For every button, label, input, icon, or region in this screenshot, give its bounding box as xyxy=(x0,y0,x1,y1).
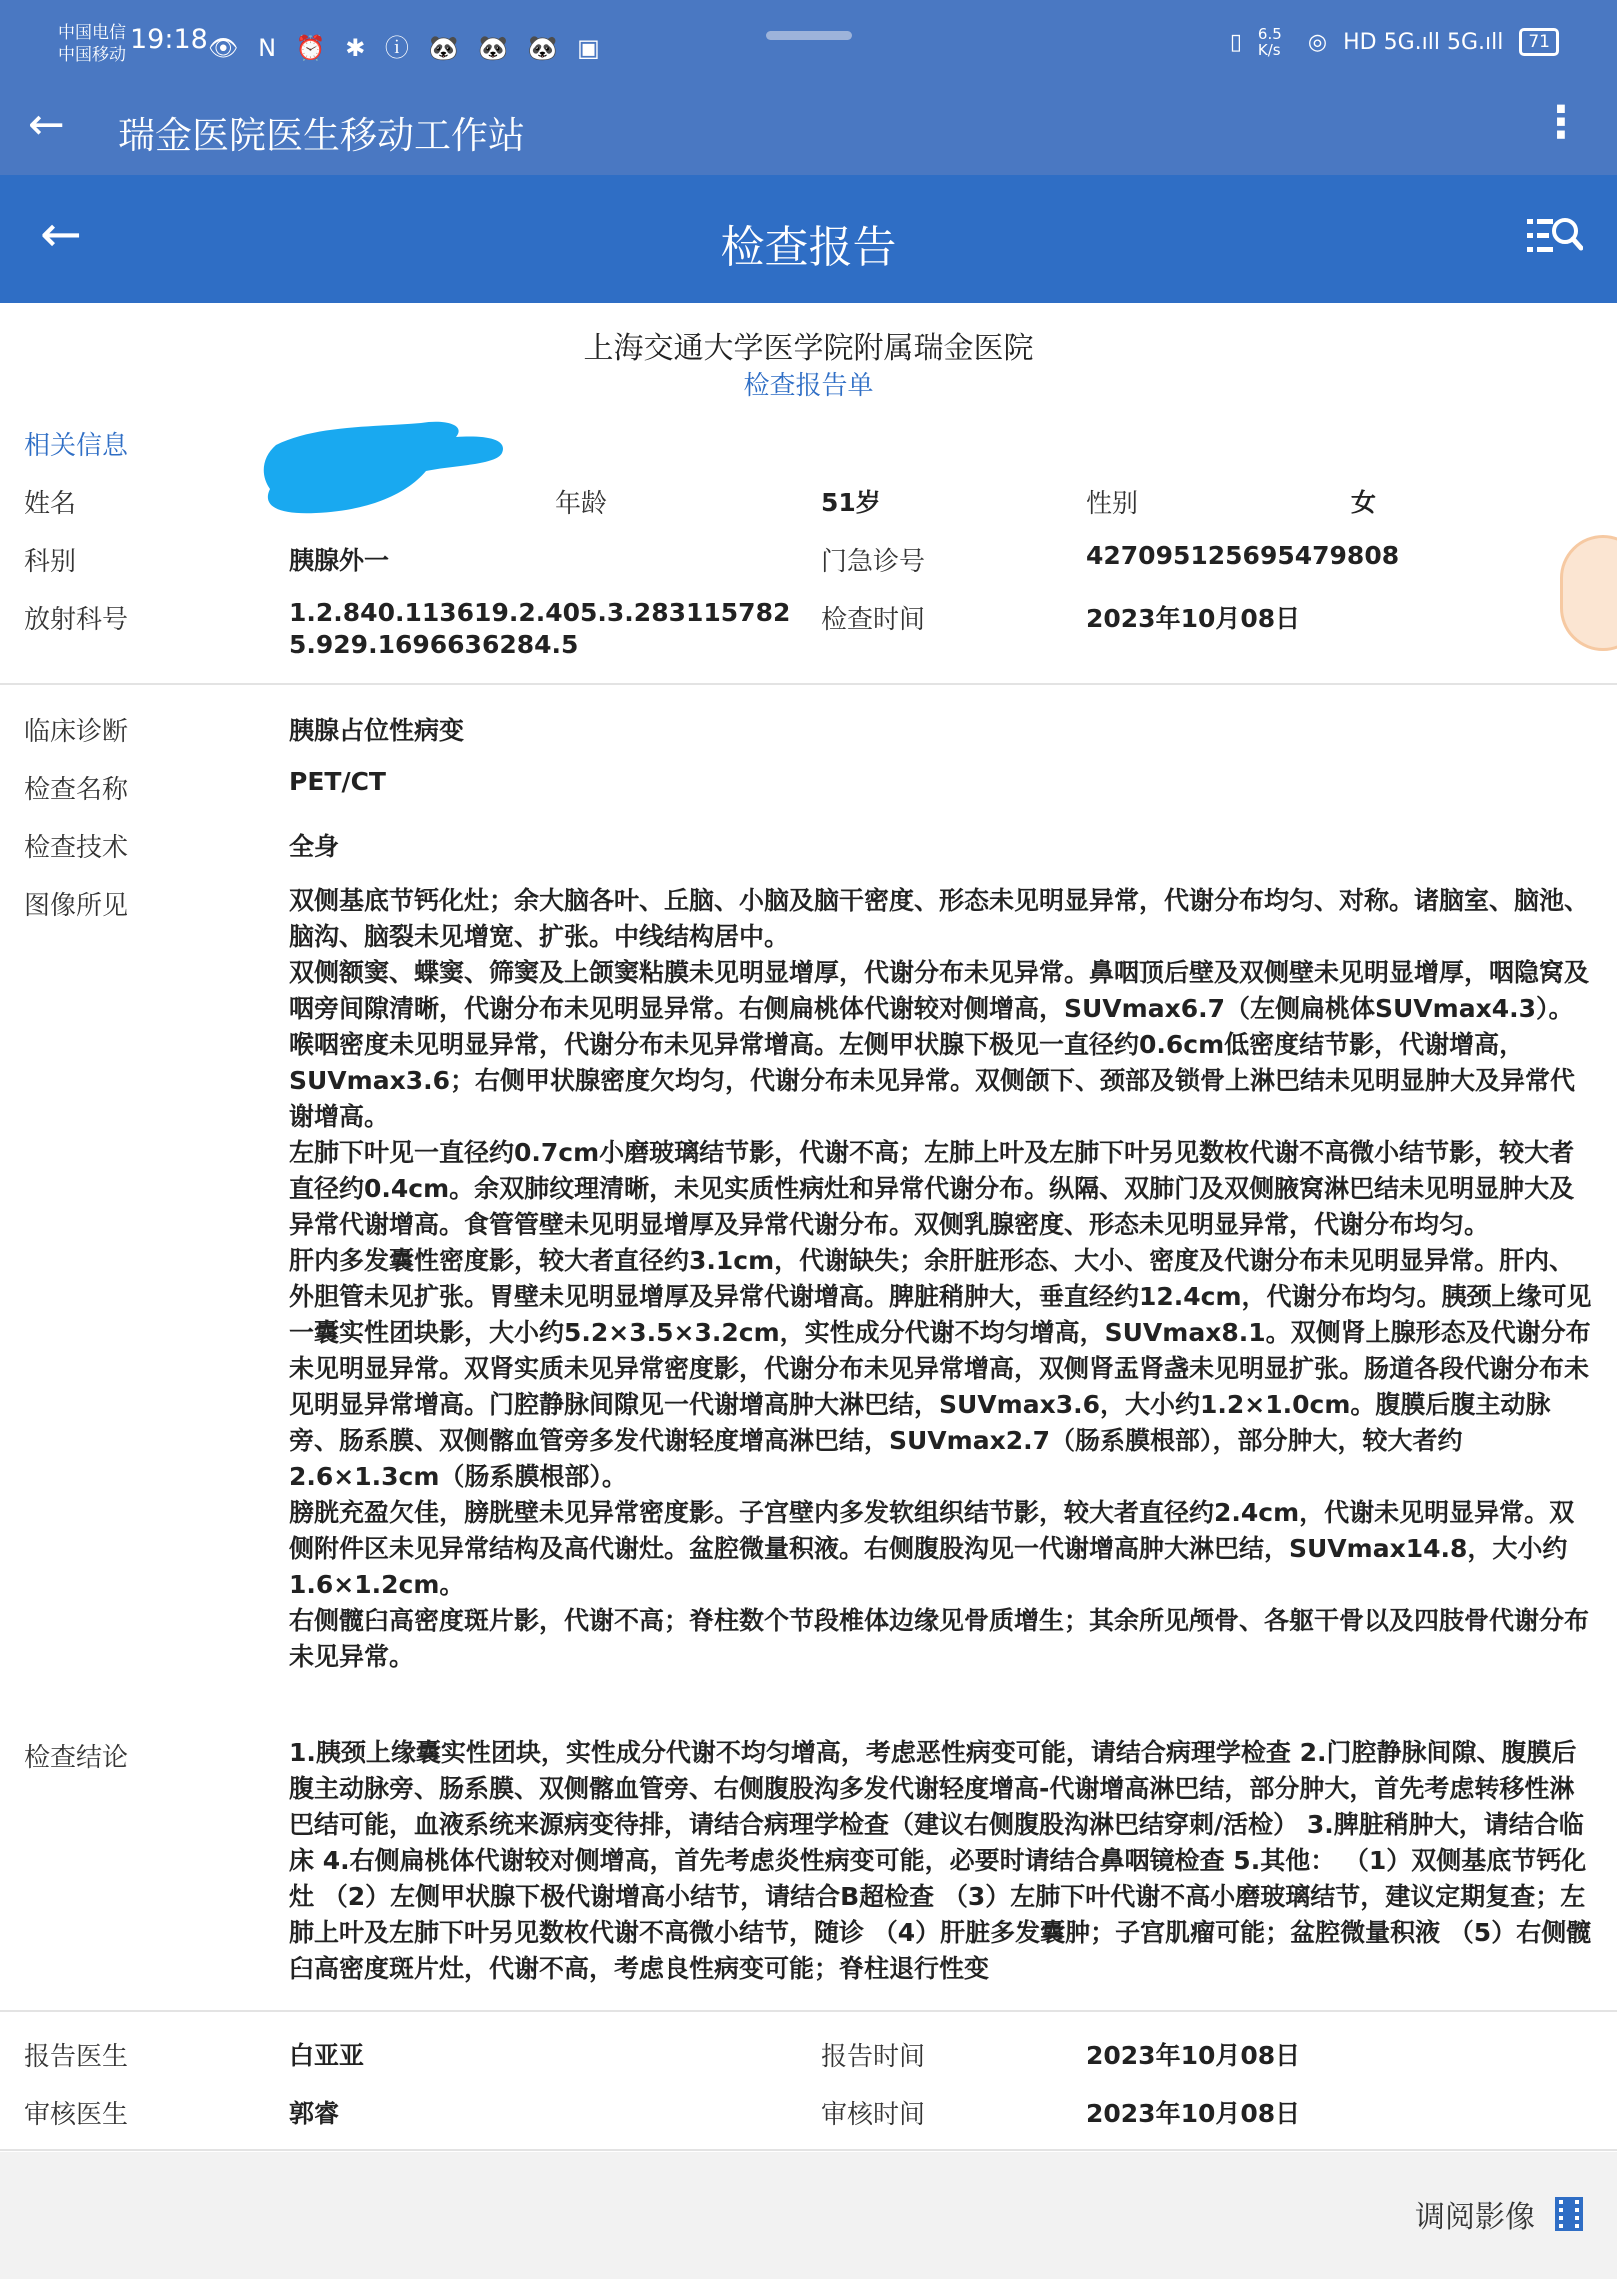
floating-mail-button[interactable] xyxy=(1560,535,1617,651)
carrier-info xyxy=(58,22,126,66)
exam-time-label: 检查时间 xyxy=(821,605,926,635)
findings-paragraph: 左肺下叶见一直径约0.7cm小磨玻璃结节影，代谢不高；左肺上叶及左肺下叶另见数枚代谢不高微小结节影，较大者直径约0.4cm。余双肺纹理清晰，未见实质性病灶和异常代谢分布。纵隔、双肺门及双侧腋窝淋巴结未见明显肿大及异常代谢增高。食管管壁未见明显增厚及异常代谢分布。双侧乳腺密度、形态未见明显异常，代谢分布均匀。 xyxy=(289,1138,1575,1239)
dept-label: 科别 xyxy=(24,547,77,577)
report-doctor-value: 白亚亚 xyxy=(289,2041,365,2070)
diagnosis-label: 临床诊断 xyxy=(24,717,129,747)
page-title: 检查报告 xyxy=(720,222,897,273)
arrow-left-icon[interactable]: ← xyxy=(40,205,82,263)
radiology-no-value: 1.2.840.113619.2.405.3.2831157825.929.1696636284.5 xyxy=(289,598,791,659)
related-info-heading: 相关信息 xyxy=(24,431,129,461)
clinic-no-value: 427095125695479808 xyxy=(1086,541,1400,570)
clock: 19:18 xyxy=(130,24,208,55)
divider xyxy=(0,2149,1617,2151)
divider xyxy=(0,683,1617,685)
arrow-left-icon[interactable]: ← xyxy=(28,99,65,150)
carrier-2: 中国移动 xyxy=(58,45,126,65)
review-time-label: 审核时间 xyxy=(821,2100,926,2130)
film-icon xyxy=(1555,2197,1583,2231)
window-handle[interactable] xyxy=(766,31,852,40)
findings-paragraph: 膀胱充盈欠佳，膀胱壁未见异常密度影。子宫壁内多发软组织结节影，较大者直径约2.4cm，代谢未见明显异常。双侧附件区未见异常结构及高代谢灶。盆腔微量积液。右侧腹股沟见一代谢增高肿大淋巴结，SUVmax14.8，大小约1.6×1.2cm。 xyxy=(289,1498,1575,1599)
diagnosis-value: 胰腺占位性病变 xyxy=(289,716,465,745)
bottom-bar xyxy=(0,2152,1617,2279)
app-title: 瑞金医院医生移动工作站 xyxy=(118,114,525,157)
view-images-button[interactable] xyxy=(1415,2192,1583,2236)
battery-icon: 71 xyxy=(1519,28,1559,56)
review-time-value: 2023年10月08日 xyxy=(1086,2099,1301,2128)
exam-name-label: 检查名称 xyxy=(24,775,129,805)
gender-value: 女 xyxy=(1351,488,1377,517)
app-bar xyxy=(0,85,1617,175)
carrier-1: 中国电信 xyxy=(58,23,126,43)
technique-value: 全身 xyxy=(289,832,340,861)
dept-value: 胰腺外一 xyxy=(289,546,390,575)
findings-text xyxy=(289,883,1594,1675)
status-right xyxy=(1230,26,1559,58)
more-vert-icon[interactable]: ⋮ xyxy=(1539,97,1583,148)
findings-paragraph: 双侧额窦、蝶窦、筛窦及上颌窦粘膜未见明显增厚，代谢分布未见异常。鼻咽顶后壁及双侧壁未见明显增厚，咽隐窝及咽旁间隙清晰，代谢分布未见明显异常。右侧扁桃体代谢较对侧增高，SUVmax6.7（左侧扁桃体SUVmax4.3）。喉咽密度未见明显异常，代谢分布未见异常增高。左侧甲状腺下极见一直径约0.6cm低密度结节影，代谢增高，SUVmax3.6；右侧甲状腺密度欠均匀，代谢分布未见异常。双侧颌下、颈部及锁骨上淋巴结未见明显肿大及异常代谢增高。 xyxy=(289,958,1590,1131)
hospital-name: 上海交通大学医学院附属瑞金医院 xyxy=(583,331,1034,366)
view-images-label: 调阅影像 xyxy=(1415,2200,1535,2235)
report-doctor-label: 报告医生 xyxy=(24,2042,129,2072)
exam-name-value: PET/CT xyxy=(289,767,386,796)
divider xyxy=(0,2010,1617,2012)
review-doctor-value: 郭睿 xyxy=(289,2099,340,2128)
technique-label: 检查技术 xyxy=(24,833,129,863)
report-time-label: 报告时间 xyxy=(821,2042,926,2072)
clinic-no-label: 门急诊号 xyxy=(821,547,926,577)
conclusion-text: 1.胰颈上缘囊实性团块，实性成分代谢不均匀增高，考虑恶性病变可能，请结合病理学检查 2.门腔静脉间隙、腹膜后腹主动脉旁、肠系膜、双侧髂血管旁、右侧腹股沟多发代谢轻度增高-代谢增高淋巴结，部分肿大，首先考虑转移性淋巴结可能，血液系统来源病变待排，请结合病理学检查（建议右侧腹股沟淋巴结穿刺/活检） 3.脾脏稍肿大，请结合临床 4.右侧扁桃体代谢较对侧增高，首先考虑炎性病变可能，必要时请结合鼻咽镜检查 5.其他： （1）双侧基底节钙化灶 （2）左侧甲状腺下极代谢增高小结节，请结合B超检查 （3）左肺下叶代谢不高小磨玻璃结节，建议定期复查；左肺上叶及左肺下叶另见数枚代谢不高微小结节，随诊 （4）肝脏多发囊肿；子宫肌瘤可能；盆腔微量积液 （5）右侧髋臼高密度斑片灶，代谢不高，考虑良性病变可能；脊柱退行性变 xyxy=(289,1738,1592,1983)
page-header xyxy=(0,175,1617,303)
list-search-icon[interactable] xyxy=(1525,211,1583,261)
conclusion-label: 检查结论 xyxy=(24,1743,129,1773)
age-label: 年龄 xyxy=(555,489,608,519)
wifi-icon: ◎ xyxy=(1307,29,1328,55)
age-value: 51岁 xyxy=(821,488,881,517)
findings-paragraph: 肝内多发囊性密度影，较大者直径约3.1cm，代谢缺失；余肝脏形态、大小、密度及代谢分布未见明显异常。肝内、外胆管未见扩张。胃壁未见明显增厚及异常代谢增高。脾脏稍肿大，垂直经约12.4cm，代谢分布均匀。胰颈上缘可见一囊实性团块影，大小约5.2×3.5×3.2cm，实性成分代谢不均匀增高，SUVmax8.1。双侧肾上腺形态及代谢分布未见明显异常。双肾实质未见异常密度影，代谢分布未见异常增高，双侧肾盂肾盏未见明显扩张。肠道各段代谢分布未见明显异常增高。门腔静脉间隙见一代谢增高肿大淋巴结，SUVmax3.6，大小约1.2×1.0cm。腹膜后腹主动脉旁、肠系膜、双侧髂血管旁多发代谢轻度增高淋巴结，SUVmax2.7（肠系膜根部），部分肿大，较大者约2.6×1.3cm（肠系膜根部）。 xyxy=(289,1246,1592,1491)
report-time-value: 2023年10月08日 xyxy=(1086,2041,1301,2070)
radiology-no-label: 放射科号 xyxy=(24,605,129,635)
exam-time-value: 2023年10月08日 xyxy=(1086,604,1301,633)
network-speed: 6.5 K/s xyxy=(1257,25,1282,59)
notification-icons: 👁 N ⏰ ✱ ⓘ 🐼 🐼 🐼 ▣ xyxy=(208,34,606,62)
name-label: 姓名 xyxy=(24,489,77,519)
findings-paragraph: 右侧髋臼高密度斑片影，代谢不高；脊柱数个节段椎体边缘见骨质增生；其余所见颅骨、各躯干骨以及四肢骨代谢分布未见异常。 xyxy=(289,1606,1590,1671)
vibrate-icon: ▯ xyxy=(1229,29,1242,55)
findings-label: 图像所见 xyxy=(24,891,129,921)
report-subtitle: 检查报告单 xyxy=(743,371,874,401)
gender-label: 性别 xyxy=(1086,489,1139,519)
status-bar xyxy=(0,0,1617,85)
review-doctor-label: 审核医生 xyxy=(24,2100,129,2130)
redaction-mark xyxy=(256,415,512,519)
findings-paragraph: 双侧基底节钙化灶；余大脑各叶、丘脑、小脑及脑干密度、形态未见明显异常，代谢分布均匀、对称。诸脑室、脑池、脑沟、脑裂未见增宽、扩张。中线结构居中。 xyxy=(289,886,1590,951)
signal-icon: HD 5G.ıll 5G.ıll xyxy=(1343,29,1504,55)
